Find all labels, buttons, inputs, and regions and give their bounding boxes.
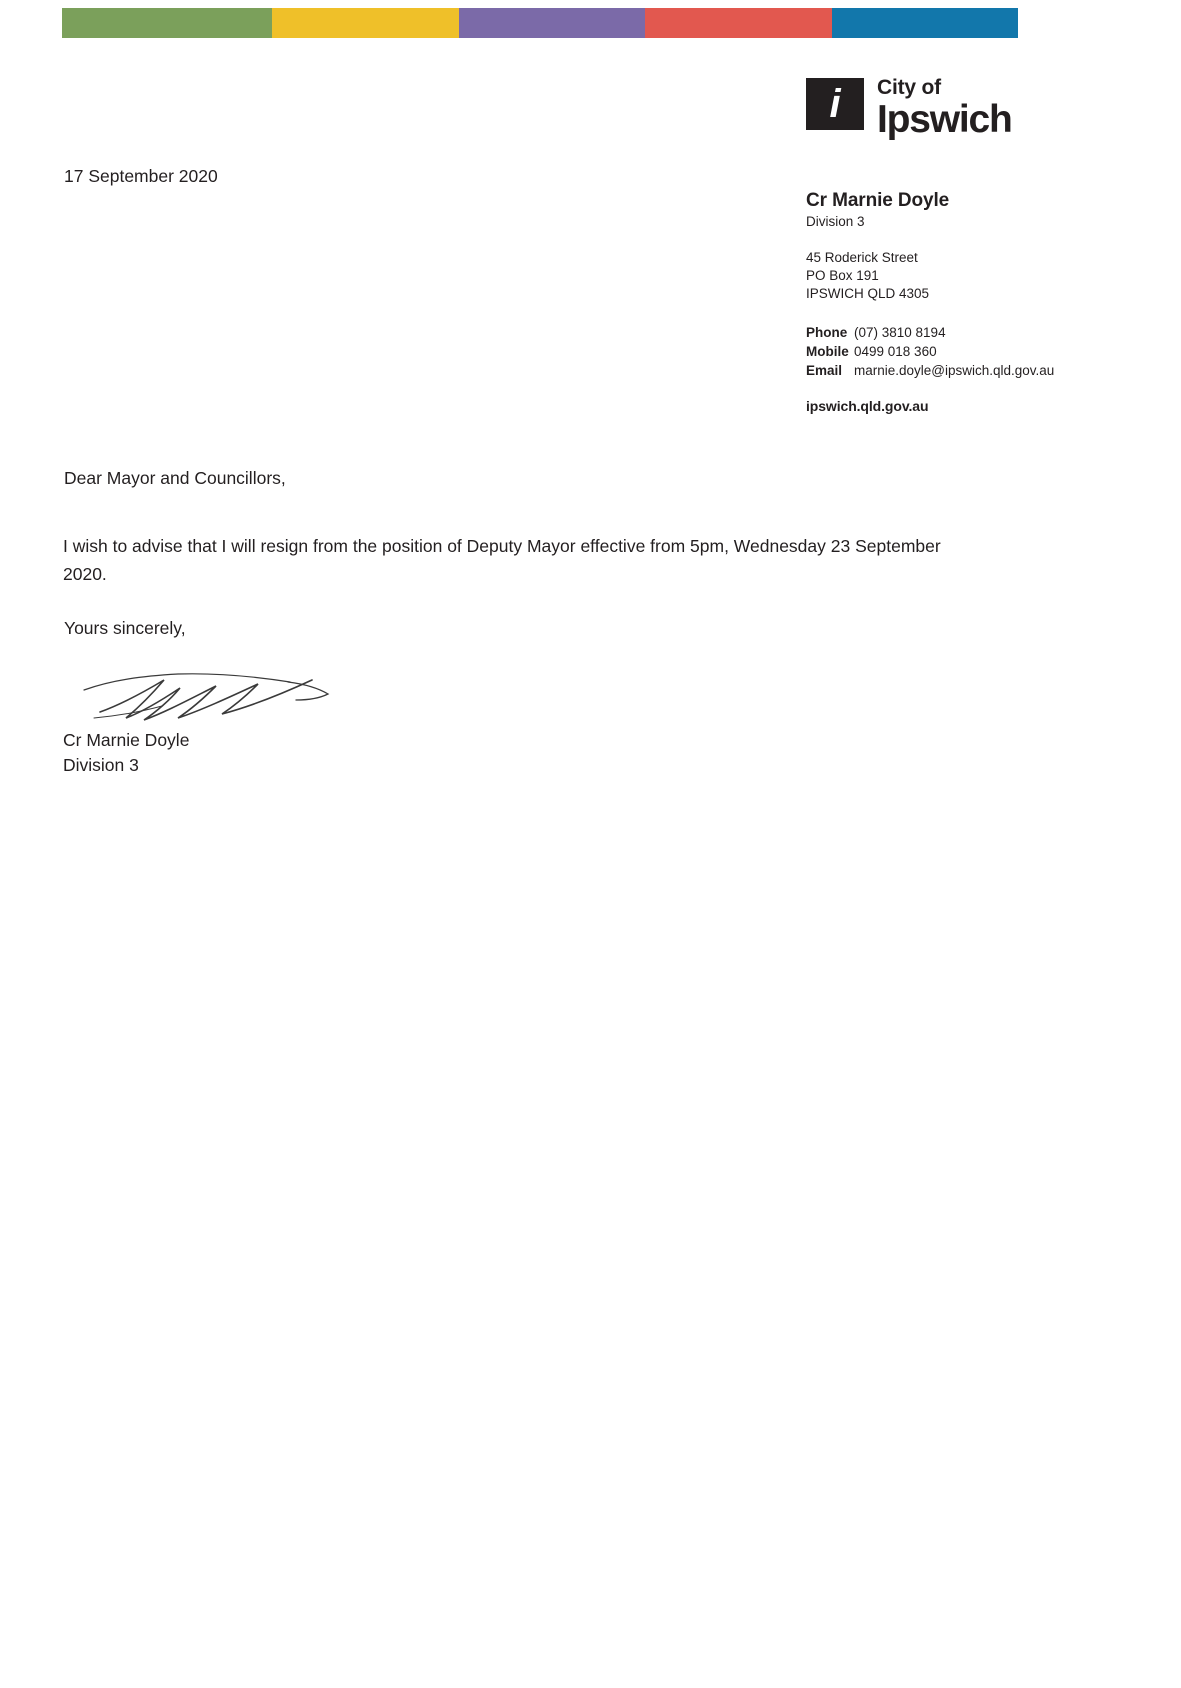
contact-mobile-value: 0499 018 360 bbox=[854, 344, 937, 360]
address-line-city: IPSWICH QLD 4305 bbox=[806, 285, 930, 301]
color-bar-purple bbox=[459, 8, 645, 38]
sender-division: Division 3 bbox=[806, 214, 865, 229]
ipswich-logo-mark-icon bbox=[806, 78, 864, 130]
color-bar-yellow bbox=[272, 8, 458, 38]
logo-mark-glyph: i bbox=[829, 82, 841, 126]
handwritten-signature bbox=[82, 668, 342, 730]
color-bar-blue bbox=[832, 8, 1018, 38]
sender-address bbox=[806, 249, 1106, 303]
contact-email bbox=[806, 361, 1106, 380]
address-line-po-box: PO Box 191 bbox=[806, 267, 879, 283]
logo-wordmark bbox=[877, 76, 1012, 139]
letter-closing: Yours sincerely, bbox=[64, 618, 186, 638]
signature-name: Cr Marnie Doyle bbox=[63, 730, 190, 750]
contact-email-label: Email bbox=[806, 363, 843, 379]
city-of-ipswich-logo bbox=[806, 76, 1022, 141]
brand-color-bar bbox=[62, 8, 1018, 38]
sender-contacts bbox=[806, 323, 1106, 380]
contact-phone-value: (07) 3810 8194 bbox=[854, 324, 946, 340]
logo-line-city-of: City of bbox=[877, 76, 941, 99]
color-bar-red bbox=[645, 8, 831, 38]
address-line-street: 45 Roderick Street bbox=[806, 250, 918, 265]
signature-division: Division 3 bbox=[63, 755, 139, 776]
contact-mobile-label: Mobile bbox=[806, 344, 849, 360]
contact-mobile bbox=[806, 342, 1106, 361]
sender-name: Cr Marnie Doyle bbox=[806, 190, 950, 211]
color-bar-green bbox=[62, 8, 272, 38]
letter-body: I wish to advise that I will resign from the position of Deputy Mayor effective from 5pm, Wednesday 23 September 2020. bbox=[63, 536, 941, 585]
contact-email-value[interactable]: marnie.doyle@ipswich.qld.gov.au bbox=[854, 363, 1055, 379]
contact-phone-label: Phone bbox=[806, 324, 848, 340]
sender-contact-block bbox=[806, 190, 1106, 414]
letter-date: 17 September 2020 bbox=[64, 166, 218, 186]
contact-phone bbox=[806, 323, 1106, 342]
signature-block bbox=[63, 728, 189, 779]
logo-line-ipswich: Ipswich bbox=[877, 98, 1012, 141]
sender-website[interactable]: ipswich.qld.gov.au bbox=[806, 398, 929, 415]
letter-salutation: Dear Mayor and Councillors, bbox=[64, 468, 286, 488]
